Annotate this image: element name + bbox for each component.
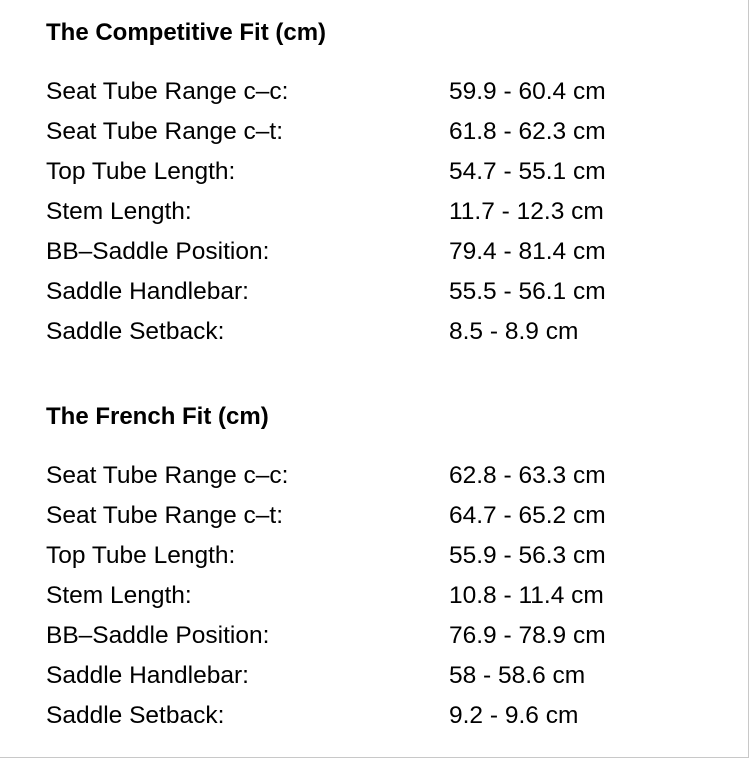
- section-title: The Competitive Fit (cm): [46, 19, 327, 46]
- measurement-row: [46, 152, 706, 192]
- measurement-label: Top Tube Length:: [46, 158, 236, 185]
- measurement-label: Seat Tube Range c–t:: [46, 118, 283, 145]
- section-title: The French Fit (cm): [46, 403, 269, 430]
- measurement-label: BB–Saddle Position:: [46, 622, 270, 649]
- measurement-row: [46, 72, 706, 112]
- measurement-list: [46, 72, 706, 352]
- measurement-row: [46, 192, 706, 232]
- measurement-label: BB–Saddle Position:: [46, 238, 270, 265]
- measurement-label: Seat Tube Range c–c:: [46, 462, 289, 489]
- measurement-value: 59.9 - 60.4 cm: [449, 78, 606, 105]
- measurement-label: Saddle Handlebar:: [46, 278, 249, 305]
- measurement-row: [46, 696, 706, 736]
- measurement-value: 76.9 - 78.9 cm: [449, 622, 606, 649]
- measurement-value: 9.2 - 9.6 cm: [449, 702, 579, 729]
- measurement-row: [46, 312, 706, 352]
- measurement-label: Top Tube Length:: [46, 542, 236, 569]
- measurement-value: 79.4 - 81.4 cm: [449, 238, 606, 265]
- measurement-value: 54.7 - 55.1 cm: [449, 158, 606, 185]
- measurement-label: Stem Length:: [46, 198, 192, 225]
- french-fit-section: [46, 401, 706, 736]
- measurement-value: 64.7 - 65.2 cm: [449, 502, 606, 529]
- measurement-row: [46, 272, 706, 312]
- measurement-list: [46, 456, 706, 736]
- measurement-row: [46, 112, 706, 152]
- measurement-row: [46, 656, 706, 696]
- measurement-value: 8.5 - 8.9 cm: [449, 318, 579, 345]
- measurement-label: Seat Tube Range c–c:: [46, 78, 289, 105]
- competitive-fit-section: [46, 17, 706, 352]
- measurement-value: 62.8 - 63.3 cm: [449, 462, 606, 489]
- measurement-value: 58 - 58.6 cm: [449, 662, 586, 689]
- measurement-label: Stem Length:: [46, 582, 192, 609]
- measurement-row: [46, 536, 706, 576]
- measurement-row: [46, 456, 706, 496]
- measurement-row: [46, 576, 706, 616]
- measurement-row: [46, 496, 706, 536]
- measurement-label: Seat Tube Range c–t:: [46, 502, 283, 529]
- measurement-row: [46, 232, 706, 272]
- measurement-value: 10.8 - 11.4 cm: [449, 582, 604, 609]
- measurement-label: Saddle Setback:: [46, 702, 225, 729]
- measurement-value: 61.8 - 62.3 cm: [449, 118, 606, 145]
- measurement-value: 55.5 - 56.1 cm: [449, 278, 606, 305]
- measurement-row: [46, 616, 706, 656]
- measurement-label: Saddle Setback:: [46, 318, 225, 345]
- measurement-label: Saddle Handlebar:: [46, 662, 249, 689]
- measurement-value: 55.9 - 56.3 cm: [449, 542, 606, 569]
- measurement-value: 11.7 - 12.3 cm: [449, 198, 604, 225]
